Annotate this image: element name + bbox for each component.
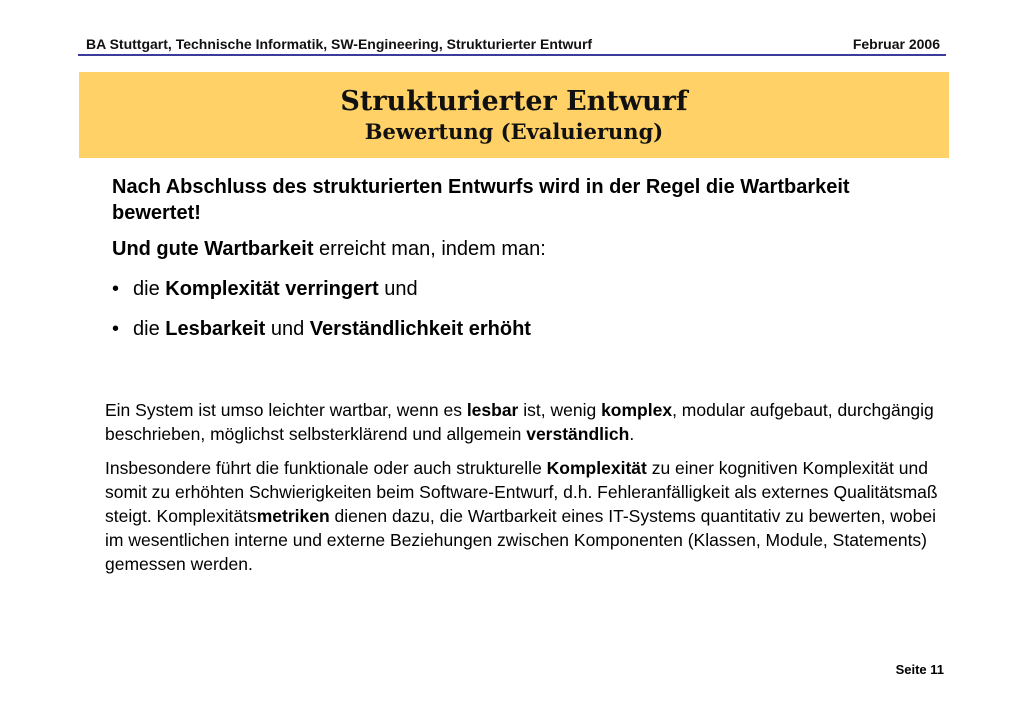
p1-s3: , modular aufgebaut, durchgängig beschrieben, möglichst selbsterklärend und allgemein [105, 400, 934, 444]
bullet-item [112, 276, 912, 302]
intro-question [112, 236, 912, 262]
p2-s2: zu einer kognitiven Komplexität und somit zu erhöhten Schwierigkeiten beim Software-Entwurf, d.h. Fehleranfälligkeit als externes Qualitätsmaß steigt. Komplexitäts [105, 458, 938, 526]
p1-s1: Ein System ist umso leichter wartbar, wenn es [105, 400, 467, 420]
bullet-dot-icon: • [112, 278, 120, 300]
p2-s1: Insbesondere führt die funktionale oder auch strukturelle [105, 458, 547, 478]
body-text [105, 398, 955, 576]
intro-statement-text: Nach Abschluss des strukturierten Entwurfs wird in der Regel die Wartbarkeit bewertet! [112, 176, 850, 224]
intro-question-rest: erreicht man, indem man: [313, 238, 546, 260]
p2-b2: metriken [256, 506, 330, 526]
slide-title: Strukturierter Entwurf [340, 86, 688, 117]
p2-b1: Komplexität [546, 458, 647, 478]
slide-subtitle: Bewertung (Evaluierung) [364, 119, 664, 144]
p1-b2: komplex [601, 400, 673, 420]
bullet-2-bold-2: Verständlichkeit erhöht [309, 318, 531, 340]
title-box [79, 72, 949, 158]
page-number: Seite 11 [895, 662, 944, 677]
p2-s3: dienen dazu, die Wartbarkeit eines IT-Systems quantitativ zu bewerten, wobei im wesentlichen interne und externe Beziehungen zwischen Komponenten (Klassen, Module, Statements) gemessen werden. [105, 506, 937, 574]
intro-question-bold: Und gute Wartbarkeit [112, 238, 314, 260]
paragraph-2 [105, 456, 955, 576]
bullet-1-bold: Komplexität verringert [165, 278, 379, 300]
main-content [112, 174, 912, 356]
slide-header [78, 34, 946, 56]
bullet-2-mid: und [265, 318, 310, 340]
bullet-dot-icon: • [112, 318, 120, 340]
p1-b3: verständlich [526, 424, 630, 444]
paragraph-1 [105, 398, 955, 446]
header-date: Februar 2006 [852, 36, 940, 52]
bullet-item [112, 316, 912, 342]
intro-statement [112, 174, 912, 226]
header-course-title: BA Stuttgart, Technische Informatik, SW-Engineering, Strukturierter Entwurf [86, 36, 593, 52]
p1-s2: ist, wenig [518, 400, 602, 420]
p1-s4: . [629, 424, 635, 444]
bullet-1-post: und [378, 278, 418, 300]
bullet-2-bold-1: Lesbarkeit [165, 318, 266, 340]
bullet-1-pre: die [133, 278, 166, 300]
bullet-2-pre: die [133, 318, 166, 340]
p1-b1: lesbar [466, 400, 519, 420]
